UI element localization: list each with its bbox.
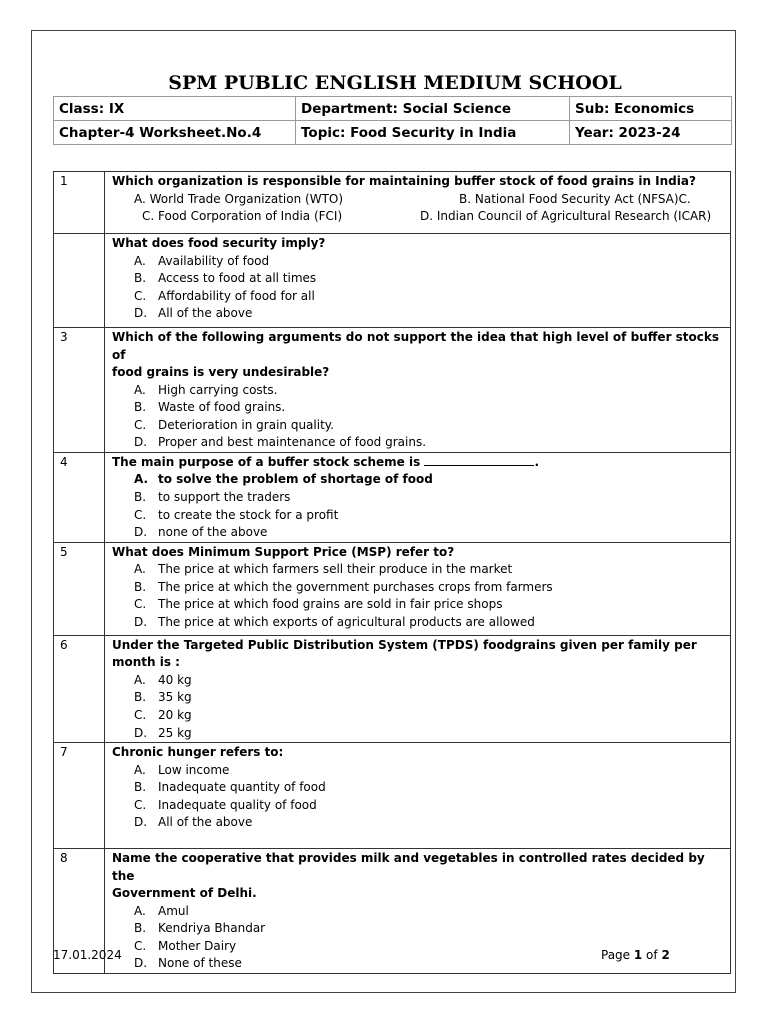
option-letter: C.	[134, 288, 147, 303]
option-letter: C.	[134, 707, 147, 722]
option-letter: A.	[134, 762, 146, 777]
option-text: None of these	[158, 956, 242, 971]
option-item	[112, 561, 726, 579]
option-text: none of the above	[158, 525, 268, 540]
question-number: 8	[54, 849, 105, 974]
option-item	[112, 471, 726, 489]
option-text: The price at which farmers sell their produce in the market	[158, 562, 513, 577]
option-letter: C.	[134, 417, 147, 432]
option-item	[112, 253, 726, 271]
option-item	[112, 920, 726, 938]
option-item	[112, 579, 726, 597]
question-body	[105, 234, 731, 328]
option-text: The price at which exports of agricultural products are allowed	[158, 615, 535, 630]
question-body	[105, 542, 731, 635]
option-letter: B.	[134, 690, 147, 705]
question-text	[112, 454, 726, 472]
option-item	[112, 672, 726, 690]
question-body	[105, 172, 731, 234]
option-a: A. World Trade Organization (WTO)	[134, 191, 344, 206]
option-item	[112, 305, 726, 323]
option-letter: A.	[134, 562, 146, 577]
question-text: Which of the following arguments do not support the idea that high level of buffer stocks of	[112, 330, 720, 362]
question-body	[105, 328, 731, 453]
option-item	[112, 903, 726, 921]
question-text-main: The main purpose of a buffer stock scheme is	[112, 454, 421, 469]
question-body	[105, 635, 731, 742]
option-text: 40 kg	[158, 672, 192, 687]
option-item	[112, 270, 726, 288]
option-letter: D.	[134, 956, 148, 971]
question-number: 5	[54, 542, 105, 635]
department-cell: Department: Social Science	[296, 97, 570, 121]
question-text: food grains is very undesirable?	[112, 365, 330, 379]
question-row	[54, 452, 731, 542]
option-letter: B.	[134, 780, 147, 795]
subject-cell: Sub: Economics	[570, 97, 732, 121]
page-current: 1	[633, 948, 643, 962]
option-item	[112, 614, 726, 632]
question-text: What does food security imply?	[112, 236, 326, 250]
option-letter: C.	[134, 507, 147, 522]
option-text: The price at which the government purchases crops from farmers	[158, 579, 553, 594]
option-text: Waste of food grains.	[158, 400, 286, 415]
page-of: of	[642, 948, 662, 962]
worksheet-info-table	[53, 96, 732, 145]
option-text: The price at which food grains are sold in fair price shops	[158, 597, 503, 612]
option-row	[112, 191, 726, 209]
option-letter: B.	[134, 579, 147, 594]
option-text: to solve the problem of shortage of food	[158, 472, 433, 487]
option-letter: C.	[134, 938, 147, 953]
option-letter: A.	[134, 472, 149, 487]
option-item	[112, 689, 726, 707]
year-cell: Year: 2023-24	[570, 121, 732, 145]
option-letter: D.	[134, 725, 148, 740]
answer-blank	[424, 454, 534, 466]
option-c: C. Food Corporation of India (FCI)	[142, 209, 343, 223]
question-text-end: .	[534, 454, 539, 469]
question-row	[54, 635, 731, 742]
option-text: Inadequate quality of food	[158, 797, 317, 812]
option-item	[112, 288, 726, 306]
option-item	[112, 814, 726, 832]
option-item	[112, 524, 726, 542]
option-text: All of the above	[158, 306, 253, 321]
option-b: B. National Food Security Act (NFSA)C.	[459, 191, 691, 206]
option-item	[112, 707, 726, 725]
question-body	[105, 452, 731, 542]
question-number: 4	[54, 452, 105, 542]
option-letter: D.	[134, 815, 148, 830]
question-row	[54, 234, 731, 328]
option-item	[112, 762, 726, 780]
question-row	[54, 172, 731, 234]
option-text: 25 kg	[158, 725, 192, 740]
info-row	[54, 97, 732, 121]
option-item	[112, 417, 726, 435]
class-cell: Class: IX	[54, 97, 296, 121]
option-letter: C.	[134, 597, 147, 612]
page-total: 2	[661, 948, 670, 962]
option-item	[112, 779, 726, 797]
option-letter: B.	[134, 489, 147, 504]
option-text: Affordability of food for all	[158, 288, 315, 303]
option-text: Inadequate quantity of food	[158, 780, 326, 795]
option-text: High carrying costs.	[158, 382, 278, 397]
option-text: Kendriya Bhandar	[158, 921, 266, 936]
question-row	[54, 542, 731, 635]
option-text: to support the traders	[158, 489, 291, 504]
question-body	[105, 743, 731, 849]
option-text: Amul	[158, 903, 189, 918]
option-text: Availability of food	[158, 253, 270, 268]
question-number	[54, 234, 105, 328]
chapter-cell: Chapter-4 Worksheet.No.4	[54, 121, 296, 145]
questions-table	[53, 171, 731, 974]
option-item	[112, 434, 726, 452]
question-number: 1	[54, 172, 105, 234]
option-letter: D.	[134, 525, 148, 540]
option-text: Low income	[158, 762, 230, 777]
question-text: Under the Targeted Public Distribution System (TPDS) foodgrains given per family per month is :	[112, 637, 697, 670]
option-letter: B.	[134, 400, 147, 415]
option-text: 35 kg	[158, 690, 192, 705]
option-letter: A.	[134, 903, 146, 918]
question-number: 3	[54, 328, 105, 453]
question-text: Government of Delhi.	[112, 886, 257, 901]
option-letter: D.	[134, 435, 148, 450]
option-letter: B.	[134, 271, 147, 286]
option-text: 20 kg	[158, 707, 192, 722]
question-row	[54, 328, 731, 453]
question-text: Name the cooperative that provides milk and vegetables in controlled rates decided by the	[112, 851, 705, 883]
school-title: SPM PUBLIC ENGLISH MEDIUM SCHOOL	[168, 72, 622, 94]
question-number: 6	[54, 635, 105, 742]
question-number: 7	[54, 743, 105, 849]
option-d: D. Indian Council of Agricultural Research (ICAR)	[420, 209, 712, 223]
page-prefix: Page	[601, 948, 634, 962]
info-row	[54, 121, 732, 145]
question-text: Which organization is responsible for maintaining buffer stock of food grains in India?	[112, 174, 696, 188]
option-row	[112, 208, 726, 226]
footer-date: 17.01.2024	[53, 948, 122, 962]
option-item	[112, 797, 726, 815]
topic-cell: Topic: Food Security in India	[296, 121, 570, 145]
question-row	[54, 743, 731, 849]
option-letter: A.	[134, 672, 146, 687]
option-letter: A.	[134, 382, 146, 397]
option-letter: D.	[134, 306, 148, 321]
option-item	[112, 399, 726, 417]
option-text: Deterioration in grain quality.	[158, 417, 334, 432]
option-text: Mother Dairy	[158, 938, 237, 953]
option-item	[112, 489, 726, 507]
option-text: All of the above	[158, 815, 253, 830]
option-item	[112, 596, 726, 614]
option-text: Proper and best maintenance of food grains.	[158, 435, 427, 450]
option-letter: A.	[134, 253, 146, 268]
question-text: What does Minimum Support Price (MSP) refer to?	[112, 544, 455, 559]
option-letter: D.	[134, 615, 148, 630]
page-number	[601, 948, 670, 962]
option-item	[112, 725, 726, 743]
option-item	[112, 507, 726, 525]
option-letter: B.	[134, 921, 147, 936]
option-text: to create the stock for a profit	[158, 507, 339, 522]
option-item	[112, 382, 726, 400]
question-text: Chronic hunger refers to:	[112, 745, 284, 760]
option-letter: C.	[134, 797, 147, 812]
option-text: Access to food at all times	[158, 271, 317, 286]
